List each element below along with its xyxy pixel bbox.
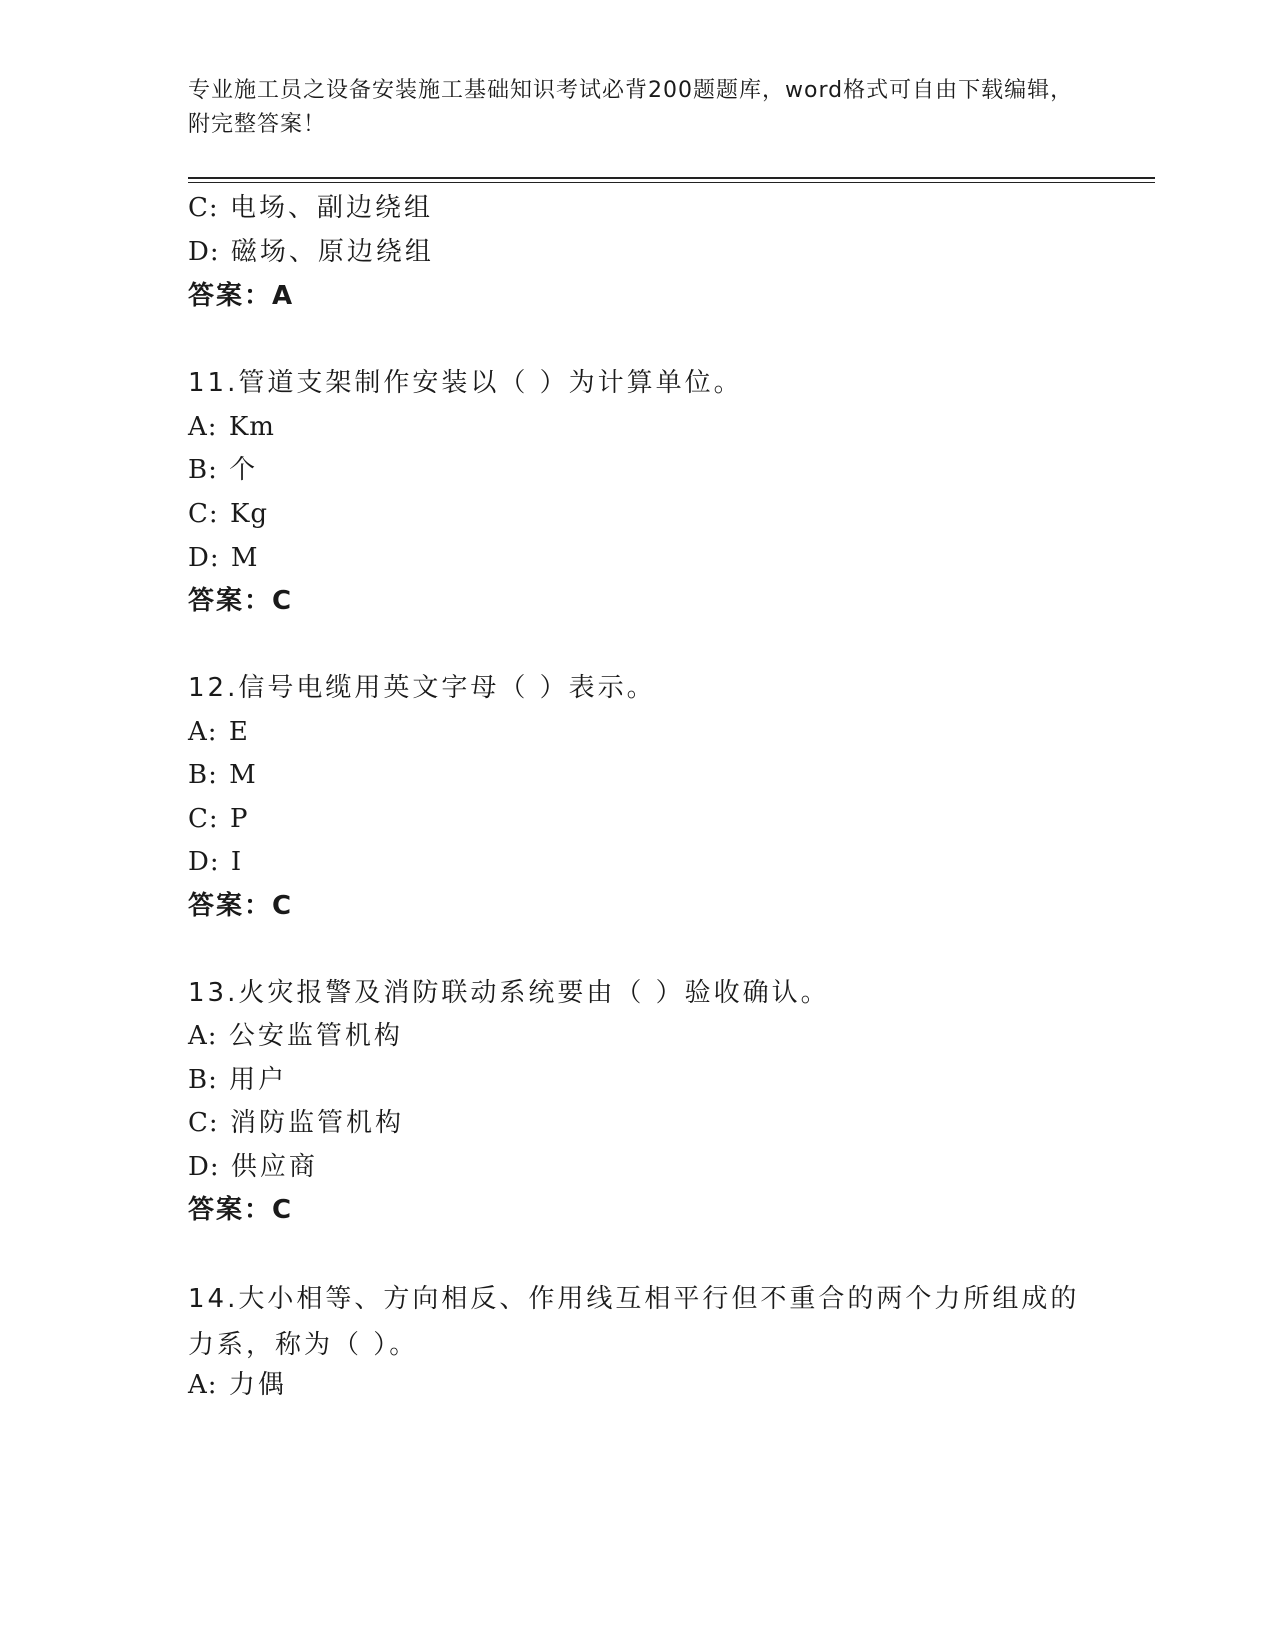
option-text: I xyxy=(230,847,243,877)
option-letter: C xyxy=(188,499,209,529)
option-line xyxy=(188,1063,287,1097)
option-separator: : xyxy=(208,1108,219,1138)
option-text: 消防监管机构 xyxy=(229,1108,404,1138)
option-letter: B xyxy=(188,760,209,790)
option-text: M xyxy=(230,543,259,573)
option-letter: A xyxy=(188,717,208,747)
answer-line: 答案：C xyxy=(188,586,294,616)
option-text: Kg xyxy=(229,499,269,529)
option-text: 电场、副边绕组 xyxy=(229,193,433,223)
option-separator: : xyxy=(207,717,218,747)
option-line xyxy=(188,541,259,575)
question-text: 13.火灾报警及消防联动系统要由（ ）验收确认。 xyxy=(188,978,830,1008)
option-separator: : xyxy=(207,1021,218,1051)
option-text: M xyxy=(229,760,257,790)
option-text: 个 xyxy=(229,455,259,485)
option-text: 磁场、原边绕组 xyxy=(230,237,434,267)
option-line xyxy=(188,758,257,792)
option-separator: : xyxy=(209,847,220,877)
option-line xyxy=(188,715,249,749)
option-text: Km xyxy=(228,412,275,442)
option-letter: A xyxy=(188,412,208,442)
option-separator: : xyxy=(209,237,220,267)
option-line xyxy=(188,802,248,836)
option-separator: : xyxy=(208,193,219,223)
option-letter: D xyxy=(188,847,210,877)
question-text: 12.信号电缆用英文字母（ ）表示。 xyxy=(188,673,656,703)
option-separator: : xyxy=(208,1065,218,1095)
answer-line: 答案：A xyxy=(188,281,295,311)
option-text: E xyxy=(228,717,249,747)
answer-line: 答案：C xyxy=(188,891,294,921)
option-line xyxy=(188,235,434,269)
answer-line: 答案：C xyxy=(188,1195,294,1225)
option-text: 用户 xyxy=(229,1065,288,1095)
option-line xyxy=(188,1106,404,1140)
option-text: P xyxy=(229,804,249,834)
question-text: 14.大小相等、方向相反、作用线互相平行但不重合的两个力所组成的力系，称为（ ）。 xyxy=(188,1284,1080,1360)
option-separator: : xyxy=(208,455,218,485)
option-letter: C xyxy=(188,1108,209,1138)
question-text: 11.管道支架制作安装以（ ）为计算单位。 xyxy=(188,368,743,398)
option-separator: : xyxy=(207,1370,218,1400)
option-line xyxy=(188,191,433,225)
option-separator: : xyxy=(208,760,218,790)
option-line xyxy=(188,497,268,531)
option-letter: C xyxy=(188,193,209,223)
option-line xyxy=(188,1368,287,1402)
document-header-title: 专业施工员之设备安装施工基础知识考试必背200题题库，word格式可自由下载编辑，附完整答案！ xyxy=(188,78,1074,137)
option-text: 供应商 xyxy=(230,1152,318,1182)
header-divider xyxy=(188,177,1155,179)
option-letter: D xyxy=(188,237,210,267)
option-letter: B xyxy=(188,1065,209,1095)
option-line xyxy=(188,1019,403,1053)
option-separator: : xyxy=(208,499,219,529)
option-letter: D xyxy=(188,1152,210,1182)
option-text: 力偶 xyxy=(228,1370,287,1400)
option-separator: : xyxy=(209,543,220,573)
option-letter: A xyxy=(188,1370,208,1400)
option-letter: A xyxy=(188,1021,208,1051)
option-separator: : xyxy=(208,804,219,834)
option-separator: : xyxy=(207,412,218,442)
option-letter: D xyxy=(188,543,210,573)
header-divider-thin xyxy=(188,182,1155,183)
option-line xyxy=(188,453,258,487)
option-line xyxy=(188,410,275,444)
option-separator: : xyxy=(209,1152,220,1182)
option-line xyxy=(188,1150,318,1184)
option-letter: B xyxy=(188,455,209,485)
option-line xyxy=(188,845,242,879)
option-text: 公安监管机构 xyxy=(228,1021,403,1051)
option-letter: C xyxy=(188,804,209,834)
